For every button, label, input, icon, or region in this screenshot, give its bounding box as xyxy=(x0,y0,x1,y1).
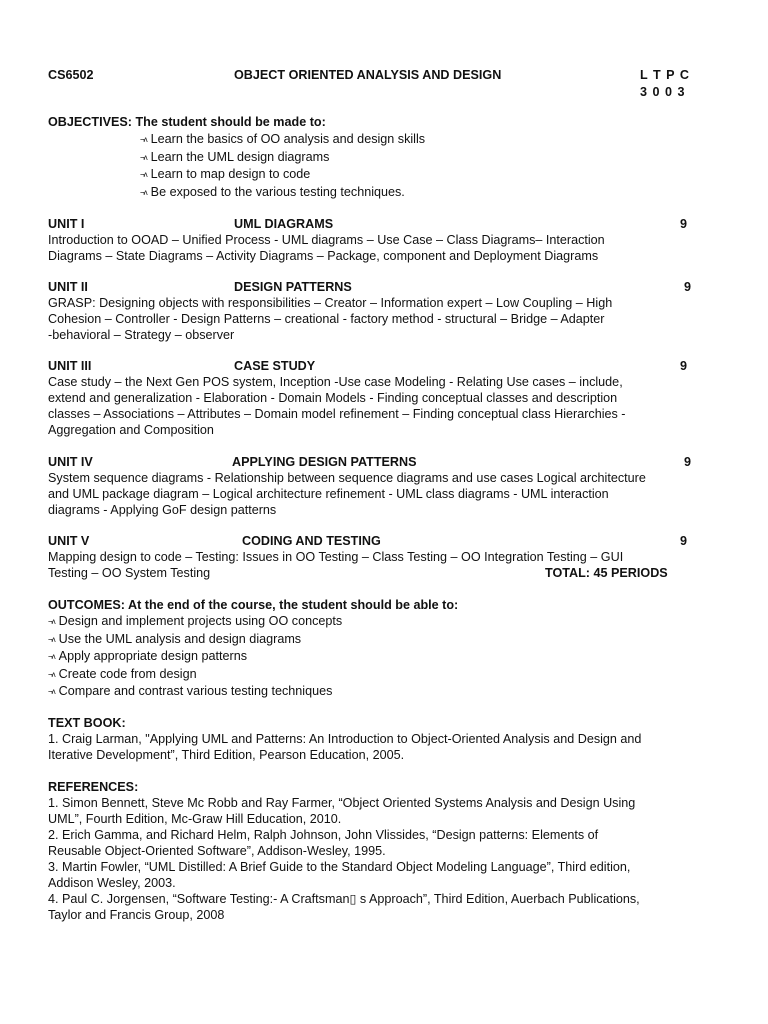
bullet-icon: ¬ᴧ xyxy=(48,652,55,661)
unit-3-label: UNIT III xyxy=(48,359,92,373)
bullet-icon: ¬ᴧ xyxy=(140,135,147,144)
list-item: ¬ᴧ Learn to map design to code xyxy=(140,167,311,181)
unit-5-hours: 9 xyxy=(680,534,688,548)
references-heading: REFERENCES: xyxy=(48,780,139,794)
textbook-heading: TEXT BOOK: xyxy=(48,716,126,730)
course-title: OBJECT ORIENTED ANALYSIS AND DESIGN xyxy=(234,68,502,82)
list-item: ¬ᴧ Create code from design xyxy=(48,666,197,681)
list-item: ¬ᴧ Use the UML analysis and design diagrams xyxy=(48,631,302,646)
unit-3-body: Case study – the Next Gen POS system, Inception -Use case Modeling - Relating Use cases – include, extend and generalization - Elaboration - Domain Models - Finding conceptual classes and description classes – Associations – Attributes – Domain model refinement – Finding conceptual class Hierarchies - Aggregation and Composition xyxy=(48,375,626,437)
unit-5-body: Mapping design to code – Testing: Issues in OO Testing – Class Testing – OO Integration Testing – GUI Testing – OO System Testing xyxy=(48,550,624,580)
list-item: ¬ᴧ Be exposed to the various testing techniques. xyxy=(140,184,405,199)
objectives-list xyxy=(140,131,425,201)
bullet-icon: ¬ᴧ xyxy=(140,170,147,179)
unit-4-body: System sequence diagrams - Relationship between sequence diagrams and use cases Logical architecture and UML package diagram – Logical architecture refinement - UML class diagrams - UML interaction diagrams - Applying GoF design patterns xyxy=(48,471,646,517)
list-item: ¬ᴧ Learn the basics of OO analysis and design skills xyxy=(140,132,426,146)
ltpc-values: 3 0 0 3 xyxy=(640,85,686,99)
objectives-heading: OBJECTIVES: The student should be made to: xyxy=(48,115,326,129)
ltpc-labels: L T P C xyxy=(640,68,690,82)
textbook-body: 1. Craig Larman, "Applying UML and Patterns: An Introduction to Object-Oriented Analysis and Design and Iterative Development”, Third Edition, Pearson Education, 2005. xyxy=(48,732,642,762)
bullet-icon: ¬ᴧ xyxy=(140,152,147,162)
unit-2-label: UNIT II xyxy=(48,280,88,294)
unit-3-title: CASE STUDY xyxy=(234,359,316,373)
list-item: ¬ᴧ Apply appropriate design patterns xyxy=(48,649,248,663)
unit-2-title: DESIGN PATTERNS xyxy=(234,280,352,294)
unit-4-hours: 9 xyxy=(684,455,692,469)
unit-3-hours: 9 xyxy=(680,359,688,373)
course-code: CS6502 xyxy=(48,68,94,82)
unit-2-body: GRASP: Designing objects with responsibilities – Creator – Information expert – Low Coupling – High Cohesion – Controller - Design Patterns – creational - factory method - structural – Bridge – Adapter -behavioral – Strategy – observer xyxy=(48,296,613,342)
unit-4-title: APPLYING DESIGN PATTERNS xyxy=(232,455,417,469)
bullet-icon: ¬ᴧ xyxy=(48,687,55,696)
outcomes-list xyxy=(48,613,342,701)
references-body: 1. Simon Bennett, Steve Mc Robb and Ray Farmer, “Object Oriented Systems Analysis and Design Using UML”, Fourth Edition, Mc-Graw Hill Education, 2010. 2. Erich Gamma, and Richard Helm, Ralph Johnson, John Vlissides, “Design patterns: Elements of Reusable Object-Oriented Software”, Addison-Wesley, 1995. 3. Martin Fowler, “UML Distilled: A Brief Guide to the Standard Object Modeling Language”, Third edition, Addison Wesley, 2003. 4. Paul C. Jorgensen, “Software Testing:- A Craftsman▯ s Approach”, Third Edition, Auerbach Publications, Taylor and Francis Group, 2008 xyxy=(48,796,640,922)
bullet-icon: ¬ᴧ xyxy=(140,187,147,197)
bullet-icon: ¬ᴧ xyxy=(48,634,55,644)
bullet-icon: ¬ᴧ xyxy=(48,669,55,679)
unit-4-label: UNIT IV xyxy=(48,455,93,469)
outcomes-heading: OUTCOMES: At the end of the course, the student should be able to: xyxy=(48,598,459,612)
unit-1-title: UML DIAGRAMS xyxy=(234,217,334,231)
unit-1-label: UNIT I xyxy=(48,217,85,231)
total-periods: TOTAL: 45 PERIODS xyxy=(545,566,668,580)
list-item: ¬ᴧ Design and implement projects using OO concepts xyxy=(48,614,343,628)
list-item: ¬ᴧ Compare and contrast various testing techniques xyxy=(48,684,333,698)
unit-1-hours: 9 xyxy=(680,217,688,231)
unit-5-label: UNIT V xyxy=(48,534,90,548)
list-item: ¬ᴧ Learn the UML design diagrams xyxy=(140,149,330,164)
unit-5-title: CODING AND TESTING xyxy=(242,534,381,548)
bullet-icon: ¬ᴧ xyxy=(48,617,55,626)
unit-1-body: Introduction to OOAD – Unified Process - UML diagrams – Use Case – Class Diagrams– Interaction Diagrams – State Diagrams – Activity Diagrams – Package, component and Deployment Diagrams xyxy=(48,233,605,263)
unit-2-hours: 9 xyxy=(684,280,692,294)
